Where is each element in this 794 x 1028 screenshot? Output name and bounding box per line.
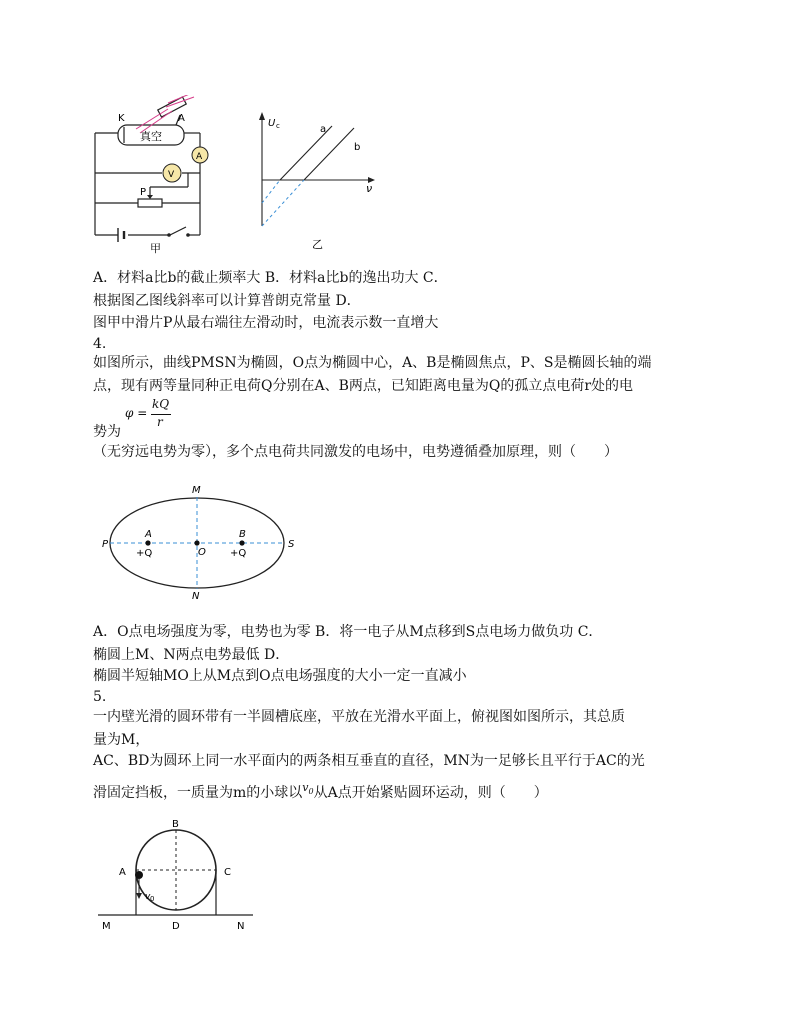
- point-d-ring: D: [172, 921, 180, 932]
- point-a: A: [145, 529, 152, 540]
- point-m-board: M: [102, 921, 111, 932]
- caption-jia: 甲: [150, 242, 161, 255]
- q4-options-line-1: A．O点电场强度为零，电势也为零 B．将一电子从M点移到S点电场力做负功 C．: [93, 624, 603, 640]
- point-m: M: [192, 485, 201, 496]
- velocity-subscript: 0: [150, 895, 155, 903]
- line-b-label: b: [354, 142, 361, 153]
- voltmeter-label: V: [168, 170, 175, 180]
- circuit-figure-jia: [88, 95, 228, 255]
- caption-yi: 乙: [312, 238, 323, 251]
- point-n-board: N: [237, 921, 245, 932]
- q3-options-line-2: 根据图乙图线斜率可以计算普朗克常量 D．: [93, 293, 361, 309]
- q5-line-4-end: 从A点开始紧贴圆环运动，则（ ）: [313, 785, 548, 801]
- q5-number: 5.: [93, 689, 107, 705]
- q5-text-line-2: 量为M，: [93, 732, 150, 748]
- formula-lhs: φ =: [125, 406, 148, 420]
- q5-text-line-3: AC、BD为圆环上同一水平面内的两条相互垂直的直径，MN为一足够长且平行于AC的光: [93, 753, 645, 769]
- ammeter-label: A: [196, 152, 203, 162]
- y-axis-label: U: [268, 118, 276, 129]
- q4-text-line-3: 势为: [93, 424, 121, 440]
- charge-b-label: +Q: [230, 548, 247, 559]
- q3-options-line-3: 图甲中滑片P从最右端往左滑动时，电流表示数一直增大: [93, 315, 439, 331]
- velocity-label: v: [145, 892, 151, 902]
- x-axis-label: ν: [366, 182, 373, 195]
- vacuum-label: 真空: [140, 130, 162, 143]
- q4-number: 4.: [93, 336, 107, 352]
- label-a-electrode: A: [178, 113, 185, 124]
- point-p: P: [102, 539, 109, 550]
- q4-text-line-2: 点，现有两等量同种正电荷Q分别在A、B两点，已知距离电量为Q的孤立点电荷r处的电: [93, 378, 634, 394]
- v0-symbol: [302, 781, 314, 797]
- potential-formula: [125, 397, 185, 431]
- q4-text-line-4: （无穷远电势为零），多个点电荷共同激发的电场中，电势遵循叠加原理，则（ ）: [93, 444, 618, 460]
- point-a-ring: A: [119, 867, 126, 878]
- charge-a-label: +Q: [136, 548, 153, 559]
- point-s: S: [288, 539, 295, 550]
- v0-subscript: 0: [308, 787, 314, 797]
- ring-figure: [95, 815, 265, 935]
- ellipse-figure: [100, 483, 300, 603]
- formula-numerator: kQ: [152, 397, 170, 411]
- label-k: K: [118, 113, 125, 124]
- point-b: B: [239, 529, 246, 540]
- label-p: P: [140, 187, 147, 198]
- point-b-ring: B: [172, 819, 179, 830]
- q5-text-line-1: 一内壁光滑的圆环带有一半圆槽底座，平放在光滑水平面上，俯视图如图所示，其总质: [93, 709, 625, 725]
- uc-nu-graph-yi: [250, 108, 380, 253]
- q3-options-line-1: A．材料a比b的截止频率大 B．材料a比b的逸出功大 C．: [93, 270, 448, 286]
- point-n: N: [192, 591, 200, 602]
- v0-letter: v: [302, 781, 309, 794]
- q4-options-line-2: 椭圆上M、N两点电势最低 D．: [93, 647, 290, 663]
- q4-options-line-3: 椭圆半短轴MO上从M点到O点电场强度的大小一定一直减小: [93, 668, 467, 684]
- point-c-ring: C: [224, 867, 231, 878]
- q4-text-line-1: 如图所示，曲线PMSN为椭圆，O点为椭圆中心，A、B是椭圆焦点，P、S是椭圆长轴的端: [93, 355, 652, 371]
- line-a-label: a: [320, 124, 327, 135]
- point-o: O: [198, 547, 206, 558]
- formula-denominator: r: [157, 415, 163, 429]
- q5-line-4-start: 滑固定挡板，一质量为m的小球以: [93, 785, 303, 801]
- y-axis-subscript: c: [276, 122, 280, 130]
- q5-text-line-4: [93, 778, 548, 803]
